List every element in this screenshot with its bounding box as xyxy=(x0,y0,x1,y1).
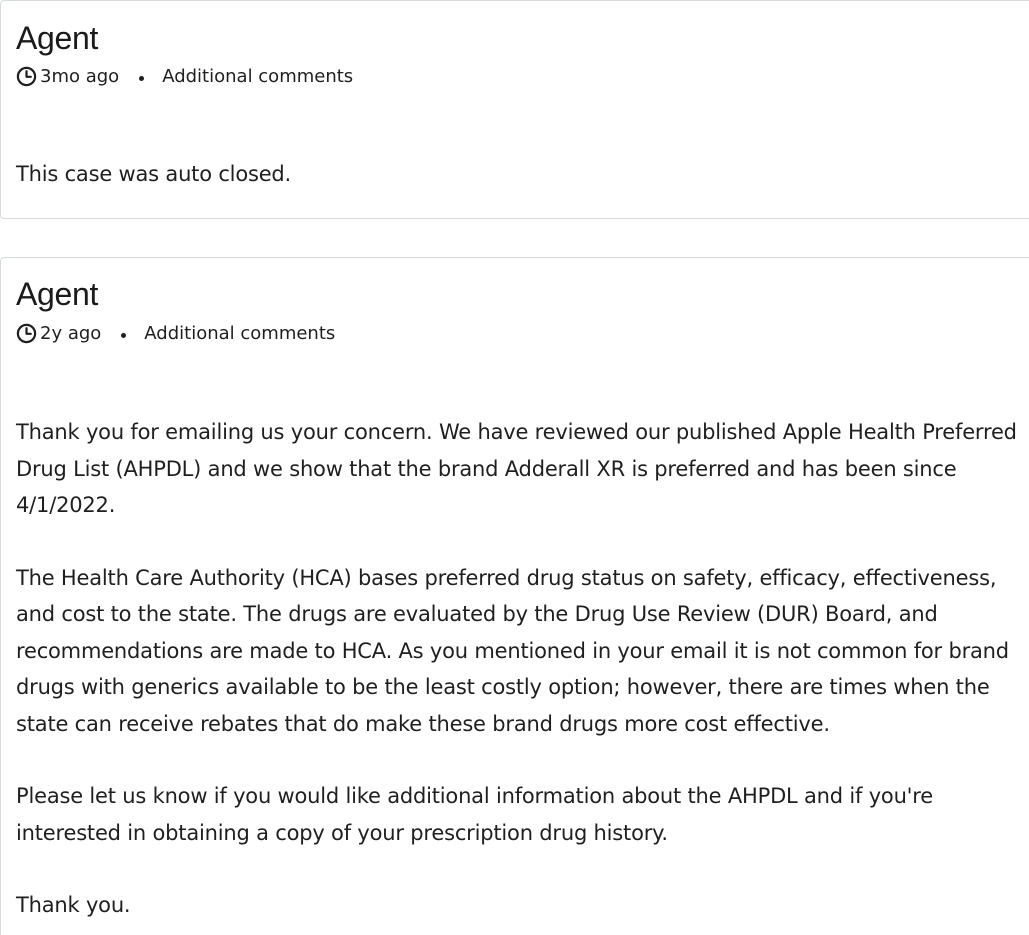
comment-timestamp: 3mo ago xyxy=(40,65,120,87)
comment-meta xyxy=(16,63,353,89)
separator-dot xyxy=(139,76,144,81)
comment-body xyxy=(16,156,1019,229)
comment-type: Additional comments xyxy=(162,65,354,87)
comment-meta xyxy=(16,320,335,346)
comment-paragraph: Thank you. xyxy=(16,893,131,917)
comment-body xyxy=(16,414,1019,935)
comment-paragraph: Please let us know if you would like additional information about the AHPDL and if you're interested in obtaining a copy of your prescription drug history. xyxy=(16,784,933,845)
comment-paragraph: This case was auto closed. xyxy=(16,162,292,186)
comment-timestamp: 2y ago xyxy=(40,322,102,344)
comment-type: Additional comments xyxy=(144,322,336,344)
separator-dot xyxy=(121,333,126,338)
clock-icon xyxy=(16,66,37,87)
comment-paragraph: Thank you for emailing us your concern. We have reviewed our published Apple Health Preferred Drug List (AHPDL) and we show that the brand Adderall XR is preferred and has been since 4/1/2022. xyxy=(16,420,1017,517)
comment-card xyxy=(0,257,1029,935)
comment-card xyxy=(0,0,1029,219)
clock-icon xyxy=(16,323,37,344)
comment-paragraph: The Health Care Authority (HCA) bases preferred drug status on safety, efficacy, effectiveness, and cost to the state. The drugs are evaluated by the Drug Use Review (DUR) Board, and recommendations are made to HCA. As you mentioned in your email it is not common for brand drugs with generics available to be the least costly option; however, there are times when the state can receive rebates that do make these brand drugs more cost effective. xyxy=(16,565,1009,736)
comment-author: Agent xyxy=(16,20,99,56)
comment-author: Agent xyxy=(16,276,99,312)
